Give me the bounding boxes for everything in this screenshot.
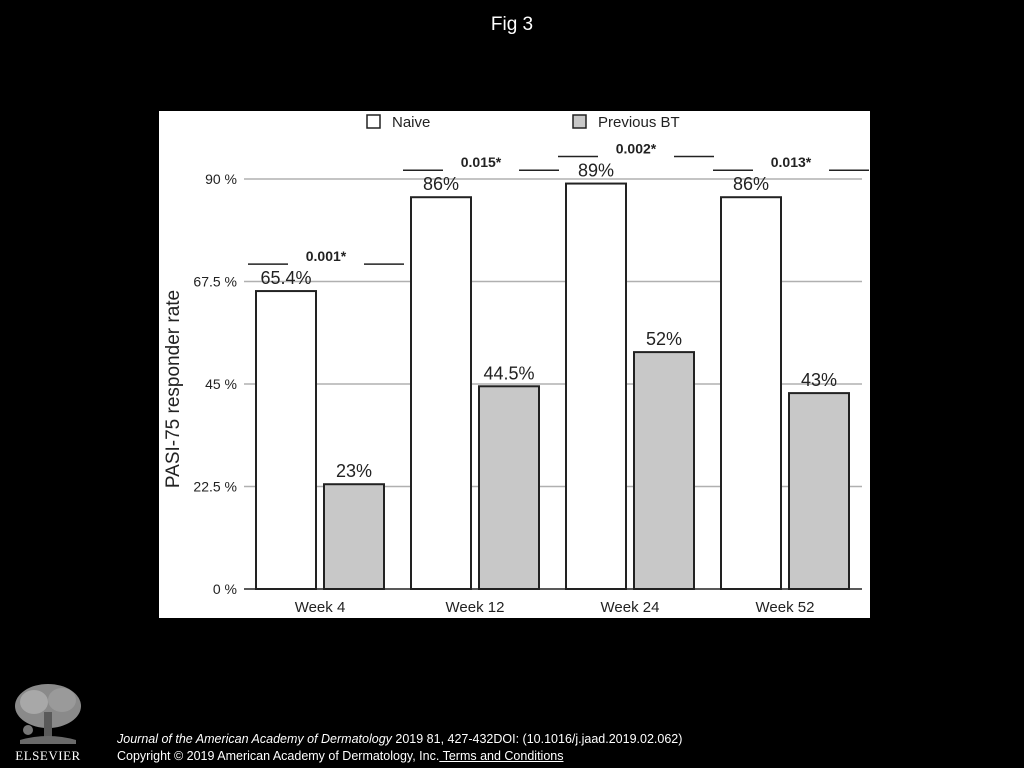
y-tick-label: 90 %	[205, 171, 237, 187]
bar-previous-bt	[479, 386, 539, 589]
bar-previous-bt	[634, 352, 694, 589]
citation-details: 2019 81, 427-432DOI: (10.1016/j.jaad.2019.02.062)	[391, 732, 683, 746]
bar-naive	[566, 184, 626, 589]
bar-value-label: 89%	[577, 160, 615, 181]
y-axis-ticks	[193, 171, 237, 597]
y-tick-label: 22.5 %	[193, 478, 237, 495]
bar-naive	[411, 197, 471, 589]
x-tick-label: Week 12	[445, 599, 505, 616]
y-axis-label: PASI-75 responder rate	[163, 289, 184, 489]
terms-and-conditions-link[interactable]: Terms and Conditions	[439, 749, 564, 763]
copyright-text: Copyright © 2019 American Academy of Dermatology, Inc.	[117, 749, 440, 763]
legend	[367, 114, 680, 131]
y-tick-label: 45 %	[205, 376, 237, 392]
legend-label: Previous BT	[598, 114, 680, 131]
bar-value-label: 86%	[732, 174, 770, 195]
bar-value-label: 86%	[422, 174, 460, 195]
chart-panel	[159, 111, 870, 618]
p-value-label: 0.015*	[460, 154, 502, 171]
p-value-label: 0.013*	[770, 154, 812, 171]
bar-value-label: 65.4%	[260, 268, 312, 289]
journal-name: Journal of the American Academy of Dermatology	[117, 732, 392, 746]
x-tick-label: Week 4	[294, 599, 346, 616]
bar-value-label: 43%	[800, 370, 838, 391]
citation-line-2	[117, 748, 682, 765]
bars	[256, 184, 849, 589]
bar-naive	[721, 197, 781, 589]
citation-line-1	[117, 731, 682, 748]
p-value-label: 0.002*	[615, 140, 657, 157]
legend-label: Naive	[392, 114, 431, 131]
x-tick-label: Week 24	[600, 599, 660, 616]
legend-swatch	[367, 115, 380, 128]
bar-value-label: 23%	[335, 461, 373, 482]
bar-chart	[159, 111, 870, 618]
y-tick-label: 67.5 %	[193, 273, 237, 290]
x-tick-label: Week 52	[755, 599, 815, 616]
bar-naive	[256, 291, 316, 589]
figure-title: Fig 3	[490, 14, 534, 35]
bar-value-label: 44.5%	[483, 363, 535, 384]
x-axis-ticks	[295, 599, 815, 616]
elsevier-logo	[10, 682, 86, 764]
tree-icon	[10, 682, 86, 746]
legend-swatch	[573, 115, 586, 128]
citation	[117, 731, 682, 765]
y-tick-label: 0 %	[212, 581, 237, 597]
logo-text: ELSEVIER	[15, 748, 81, 763]
p-value-label: 0.001*	[305, 248, 347, 265]
bar-previous-bt	[324, 484, 384, 589]
bar-value-label: 52%	[645, 329, 683, 350]
bar-previous-bt	[789, 393, 849, 589]
